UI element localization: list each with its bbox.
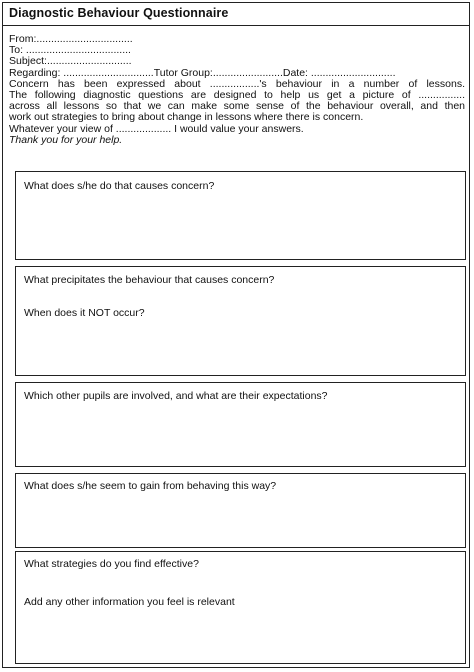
regarding-tutor-date-field[interactable]: Regarding: ...............................Tutor Group:........................Date: ............................. xyxy=(9,67,396,79)
to-field[interactable]: To: .................................... xyxy=(9,45,131,57)
thanks-note: Thank you for your help. xyxy=(9,134,123,146)
intro-line: Whatever your view of ................... I would value your answers. xyxy=(9,123,304,135)
question-box-pupils[interactable] xyxy=(15,382,466,467)
form-header xyxy=(9,34,465,146)
intro-line: Concern has been expressed about .................'s behaviour in a number of lessons. xyxy=(9,78,465,90)
questionnaire-sheet xyxy=(2,2,470,668)
question-box-gain[interactable] xyxy=(15,473,466,548)
from-field[interactable]: From:................................. xyxy=(9,34,133,45)
question-label: What does s/he seem to gain from behaving this way? xyxy=(24,480,277,492)
intro-line: work out strategies to bring about change in lessons where there is concern. xyxy=(9,112,364,124)
question-label: What strategies do you find effective? xyxy=(24,558,199,570)
form-title: Diagnostic Behaviour Questionnaire xyxy=(9,6,229,20)
intro-line: The following diagnostic questions are designed to help us get a picture of ................ xyxy=(9,90,465,102)
question-box-strategies[interactable] xyxy=(15,551,466,664)
question-label: Which other pupils are involved, and what are their expectations? xyxy=(24,390,328,402)
intro-line: across all lessons so that we can make some sense of the behaviour overall, and then xyxy=(9,101,465,113)
question-label: When does it NOT occur? xyxy=(24,307,145,319)
question-label: What does s/he do that causes concern? xyxy=(24,180,215,192)
question-box-precipitates[interactable] xyxy=(15,266,466,376)
question-box-concern[interactable] xyxy=(15,171,466,260)
title-divider xyxy=(3,25,469,26)
question-label: Add any other information you feel is relevant xyxy=(24,596,235,608)
question-label: What precipitates the behaviour that causes concern? xyxy=(24,274,275,286)
subject-field[interactable]: Subject:............................. xyxy=(9,56,132,68)
